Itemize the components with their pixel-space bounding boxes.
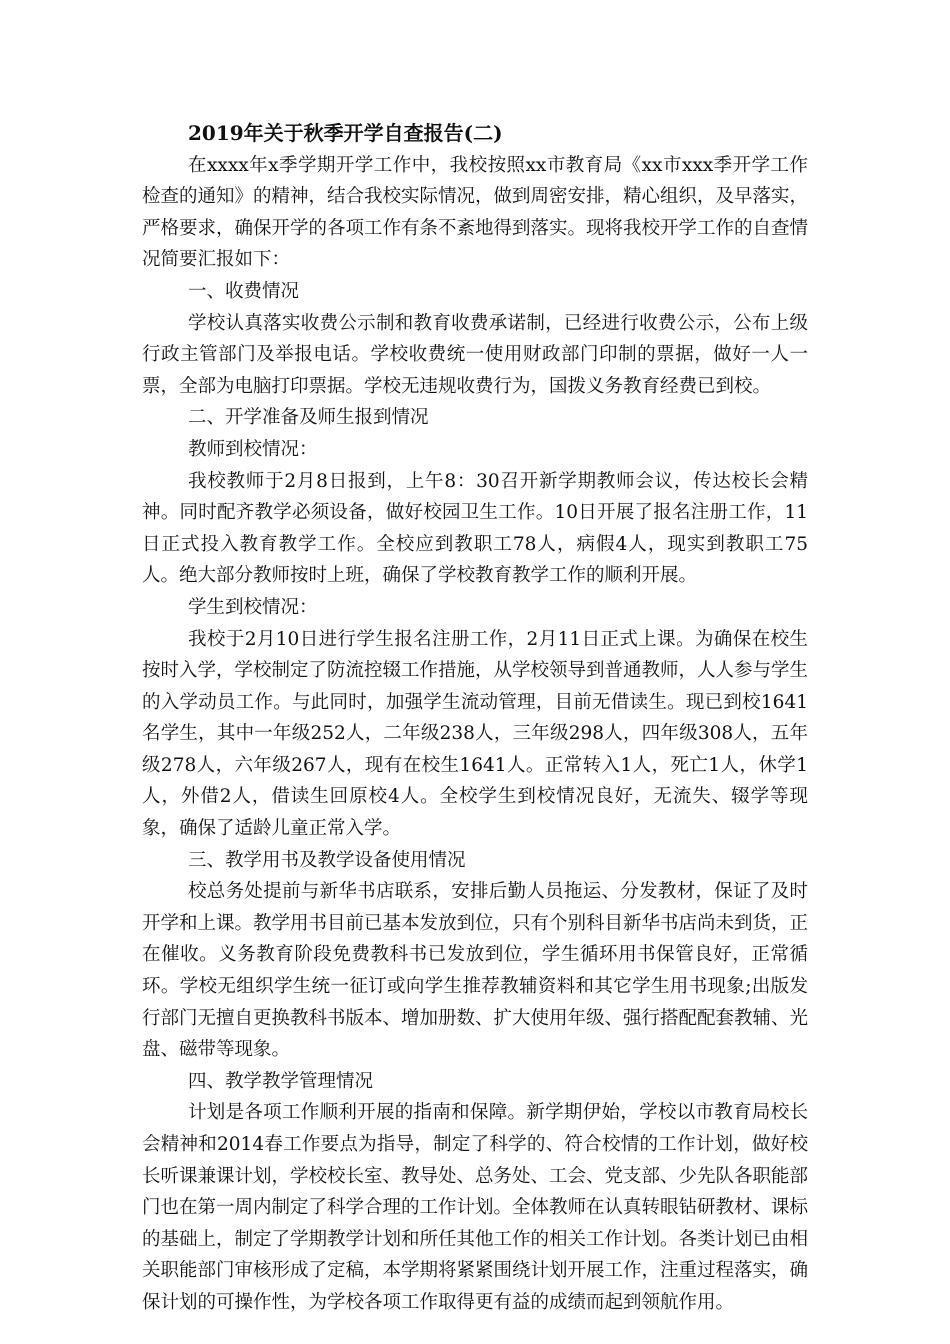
fees-paragraph: 学校认真落实收费公示制和教育收费承诺制，已经进行收费公示，公布上级行政主管部门及举报电话。学校收费统一使用财政部门印制的票据，做好一人一票，全部为电脑打印票据。学校无违规收费行为，国拨义务教育经费已到校。 — [142, 312, 808, 397]
students-paragraph: 我校于2月10日进行学生报名注册工作，2月11日正式上课。为确保在校生按时入学，学校制定了防流控辍工作措施，从学校领导到普通教师，人人参与学生的入学动员工作。与此同时，加强学生流动管理，目前无借读生。现已到校1641名学生，其中一年级252人，二年级238人，三年级298人，四年级308人，五年级278人，六年级267人，现有在校生1641人。正常转入1人，死亡1人，休学1人，外借2人，借读生回原校4人。全校学生到校情况良好，无流失、辍学等现象，确保了适龄儿童正常入学。 — [142, 628, 809, 840]
subheading-students: 学生到校情况： — [188, 596, 318, 618]
teaching-management-paragraph: 计划是各项工作顺利开展的指南和保障。新学期伊始，学校以市教育局校长会精神和2014春工作要点为指导，制定了科学的、符合校情的工作计划，做好校长听课兼课计划，学校校长室、教导处、总务处、工会、党支部、少先队各职能部门也在第一周内制定了科学合理的工作计划。全体教师在认真转眼钻研教材、课标的基础上，制定了学期教学计划和所任其他工作的相关工作计划。各类计划已由相关职能部门审核形成了定稿，本学期将紧紧围绕计划开展工作，注重过程落实，确保计划的可操作性，为学校各项工作取得更有益的成绩而起到领航作用。 — [142, 1102, 809, 1313]
document-page — [142, 118, 808, 1319]
document-title: 2019年关于秋季开学自查报告(二) — [188, 121, 503, 145]
textbooks-paragraph: 校总务处提前与新华书店联系，安排后勤人员拖运、分发教材，保证了及时开学和上课。教学用书目前已基本发放到位，只有个别科目新华书店尚未到货，正在催收。义务教育阶段免费教科书已发放到位，学生循环用书保管良好，正常循环。学校无组织学生统一征订或向学生推荐教辅资料和其它学生用书现象;出版发行部门无擅自更换教科书版本、增加册数、扩大使用年级、强行搭配配套教辅、光盘、磁带等现象。 — [142, 881, 809, 1061]
intro-paragraph: 在xxxx年x季学期开学工作中，我校按照xx市教育局《xx市xxx季开学工作检查的通知》的精神，结合我校实际情况，做到周密安排，精心组织，及早落实，严格要求，确保开学的各项工作有条不紊地得到落实。现将我校开学工作的自查情况简要汇报如下： — [142, 154, 809, 271]
section-heading-fees: 一、收费情况 — [188, 280, 300, 302]
section-heading-preparation: 二、开学准备及师生报到情况 — [188, 407, 429, 429]
subheading-teachers: 教师到校情况： — [188, 438, 318, 460]
section-heading-teaching-management: 四、教学教学管理情况 — [188, 1070, 374, 1092]
section-heading-textbooks: 三、教学用书及教学设备使用情况 — [188, 849, 466, 871]
teachers-paragraph: 我校教师于2月8日报到，上午8：30召开新学期教师会议，传达校长会精神。同时配齐教学必须设备，做好校园卫生工作。10日开展了报名注册工作，11日正式投入教育教学工作。全校应到教职工78人，病假4人，现实到教职工75人。绝大部分教师按时上班，确保了学校教育教学工作的顺利开展。 — [142, 470, 808, 587]
